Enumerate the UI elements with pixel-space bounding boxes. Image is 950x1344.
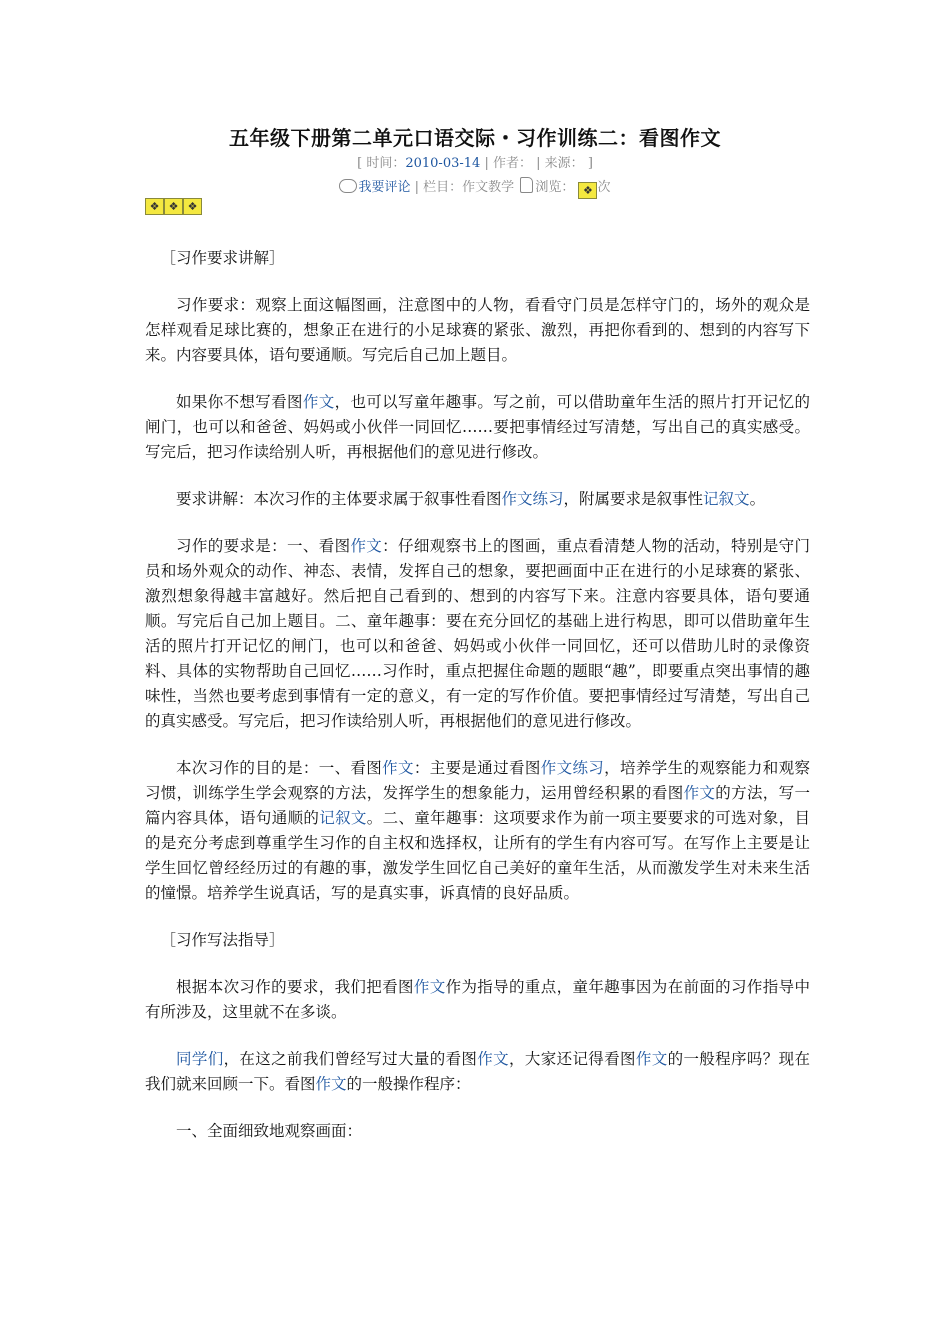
keyword-link[interactable]: 作文练习 xyxy=(540,759,605,777)
author-label: 作者： xyxy=(492,156,532,171)
article-meta xyxy=(0,152,950,171)
text: 的方法，写一篇内容具体，语句通顺的 xyxy=(145,784,810,827)
badge-image-icon: ❖ xyxy=(145,198,164,215)
paragraph xyxy=(145,756,810,906)
keyword-link[interactable]: 同学们 xyxy=(176,1050,224,1068)
paragraph xyxy=(145,534,810,734)
paragraph xyxy=(145,487,810,512)
keyword-link[interactable]: 作文 xyxy=(683,784,716,802)
text: ，大家还记得看图 xyxy=(509,1050,636,1068)
document-icon xyxy=(520,177,533,193)
section-heading: ［习作要求讲解］ xyxy=(160,249,285,267)
text: ，附属要求是叙事性 xyxy=(563,490,704,508)
text: 本次习作的目的是：一、看图 xyxy=(176,759,383,777)
article-title: 五年级下册第二单元口语交际・习作训练二：看图作文 xyxy=(229,126,721,150)
paragraph xyxy=(145,1047,810,1097)
paragraph: 一、全面细致地观察画面： xyxy=(176,1122,363,1140)
comment-link[interactable]: 我要评论 xyxy=(358,180,411,195)
source-label: 来源： xyxy=(544,156,584,171)
keyword-link[interactable]: 记叙文 xyxy=(319,809,367,827)
views-counter-image: ❖ xyxy=(578,182,597,199)
text: 的一般操作程序： xyxy=(346,1075,471,1093)
text: ，培养学生的观察能力和观察习惯，训练学生学会观察的方法，发挥学生的想象能力，运用曾经积累的看图 xyxy=(145,759,810,802)
keyword-link[interactable]: 作文 xyxy=(315,1075,347,1093)
text: 。二、童年趣事：这项要求作为前一项主要要求的可选对象，目的是充分考虑到尊重学生习作的自主权和选择权，让所有的学生有内容可写。在写作上主要是让学生回忆曾经经历过的有趣的事，激发学生回忆自己美好的童年生活，从而激发学生对未来生活的憧憬。培养学生说真话，写的是真实事，诉真情的良好品质。 xyxy=(145,809,810,902)
text: 的一般程序吗？现在我们就来回顾一下。看图 xyxy=(145,1050,810,1093)
paragraph xyxy=(145,975,810,1025)
keyword-link[interactable]: 作文 xyxy=(477,1050,510,1068)
comment-icon[interactable] xyxy=(339,179,357,193)
text: ，也可以写童年趣事。写之前，可以借助童年生活的照片打开记忆的闸门，也可以和爸爸、妈妈或小伙伴一同回忆……要把事情经过写清楚，写出自己的真实感受。写完后，把习作读给别人听，再根据他们的意见进行修改。 xyxy=(145,393,810,461)
text: 如果你不想写看图 xyxy=(176,393,303,411)
rating-badges xyxy=(145,198,202,216)
text: ，在这之前我们曾经写过大量的看图 xyxy=(223,1050,478,1068)
text: 习作的要求是：一、看图 xyxy=(176,537,351,555)
article-meta-row2 xyxy=(0,176,950,199)
keyword-link[interactable]: 作文练习 xyxy=(501,490,564,508)
section-heading: ［习作写法指导］ xyxy=(160,931,285,949)
text: ：主要是通过看图 xyxy=(413,759,541,777)
paragraph: 习作要求：观察上面这幅图画，注意图中的人物，看看守门员是怎样守门的，场外的观众是怎样观看足球比赛的，想象正在进行的小足球赛的紧张、激烈，再把你看到的、想到的内容写下来。内容要具体，语句要通顺。写完后自己加上题目。 xyxy=(145,296,810,364)
keyword-link[interactable]: 作文 xyxy=(302,393,335,411)
keyword-link[interactable]: 记叙文 xyxy=(703,490,750,508)
text: 根据本次习作的要求，我们把看图 xyxy=(176,978,414,996)
meta-close: ] xyxy=(587,156,593,171)
badge-image-icon: ❖ xyxy=(183,198,202,215)
keyword-link[interactable]: 作文 xyxy=(413,978,446,996)
keyword-link[interactable]: 作文 xyxy=(382,759,414,777)
text: ：仔细观察书上的图画，重点看清楚人物的活动，特别是守门员和场外观众的动作、神态、表情，发挥自己的想象，要把画面中正在进行的小足球赛的紧张、激烈想象得越丰富越好。然后把自己看到的、想到的内容写下来。注意内容要具体，语句要通顺。写完后自己加上题目。二、童年趣事：要在充分回忆的基础上进行构思，即可以借助童年生活的照片打开记忆的闸门，也可以和爸爸、妈妈或小伙伴一同回忆，还可以借助儿时的录像资料、具体的实物帮助自己回忆……习作时，重点把握住命题的题眼“趣”，即要重点突出事情的趣味性，当然也要考虑到事情有一定的意义，有一定的写作价值。要把事情经过写清楚，写出自己的真实感受。写完后，把习作读给别人听，再根据他们的意见进行修改。 xyxy=(145,537,810,730)
views-suffix: 次 xyxy=(597,180,611,195)
article-body xyxy=(145,246,810,1166)
text: 要求讲解：本次习作的主体要求属于叙事性看图 xyxy=(176,490,502,508)
text: 。 xyxy=(749,490,766,508)
meta-separator: | xyxy=(484,156,489,171)
views-label: 浏览： xyxy=(535,180,575,195)
meta-separator: | xyxy=(414,180,420,195)
paragraph xyxy=(145,390,810,465)
keyword-link[interactable]: 作文 xyxy=(635,1050,668,1068)
time-label: 时间： xyxy=(366,156,406,171)
meta-open: [ xyxy=(357,156,363,171)
column-label: 栏目：作文教学 xyxy=(423,180,515,195)
publish-date: 2010-03-14 xyxy=(405,156,481,171)
keyword-link[interactable]: 作文 xyxy=(350,537,383,555)
meta-separator: | xyxy=(536,156,541,171)
badge-image-icon: ❖ xyxy=(164,198,183,215)
text: 作为指导的重点，童年趣事因为在前面的习作指导中有所涉及，这里就不在多谈。 xyxy=(145,978,810,1021)
